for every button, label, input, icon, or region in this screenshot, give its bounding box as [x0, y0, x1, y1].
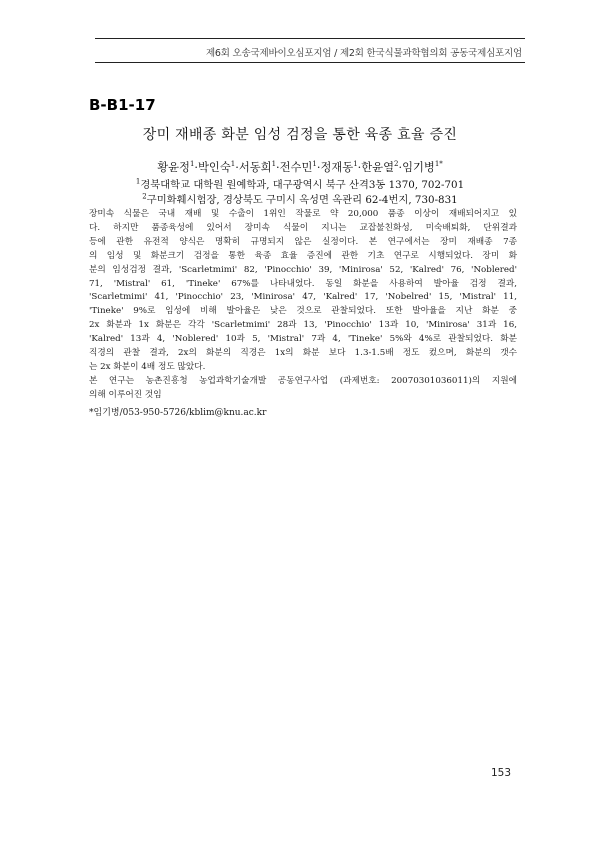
author-name: 한윤열 [361, 161, 395, 174]
acknowledgement-line: 의해 이루어진 것임 [89, 389, 162, 400]
body-line: 2x 화분과 1x 화분은 각각 'Scarletmimi' 28과 13, 'Pinocchio' 13과 10, 'Minirosa' 31과 16, [89, 320, 517, 331]
affil-text: 경북대학교 대학원 원예학과, 대구광역시 북구 산격3동 1370, 702-701 [140, 179, 465, 191]
author-affil-mark: 1* [434, 160, 443, 169]
author-name: 서동희 [238, 161, 272, 174]
body-line: 71, 'Mistral' 61, 'Tineke' 67%를 나타내었다. 동일 화분을 사용하여 발아율 검정 결과, [89, 278, 517, 289]
body-line: 다. 하지만 품종육성에 있어서 장미속 식물이 지니는 교잡불친화성, 미숙배퇴화, 단위결과 [89, 222, 517, 233]
author-name: 황윤정 [157, 161, 190, 174]
affil-text: 구미화훼시험장, 경상북도 구미시 옥성면 옥관리 62-4번지, 730-831 [146, 194, 458, 206]
header-top-rule [95, 38, 525, 39]
abstract-body [89, 208, 517, 403]
author-affil-mark: 1 [230, 160, 236, 169]
author-name: 정재동 [320, 161, 354, 174]
header-bottom-rule [95, 62, 525, 63]
body-line: 장미속 식물은 국내 재배 및 수출이 1위인 작물로 약 20,000 품종 이상이 재배되어지고 있 [89, 209, 517, 219]
page-number: 153 [490, 767, 511, 779]
body-line: 의 임성 및 화분크기 검정을 통한 육종 효율 증진에 관한 기초 연구로 시행되었다. 장미 화 [89, 250, 517, 261]
author-affil-mark: 1 [353, 160, 358, 169]
body-line: 는 2x 화분이 4배 정도 많았다. [89, 361, 206, 372]
affiliation-1 [0, 176, 600, 191]
author-list: 황윤정$^1$·박인숙$^1$·서동희$^1$·전수민$^1$·정재동$^1$·한윤열$^2$·임기병$^{1*}$ [157, 160, 443, 174]
body-line: 분의 임성검정 결과, 'Scarletmimi' 82, 'Pinocchio' 39, 'Minirosa' 52, 'Kalred' 76, 'Noblered' [89, 264, 517, 275]
acknowledgement-line: 본 연구는 농촌진흥청 농업과학기술개발 공동연구사업 (과제번호: 20070301036011)의 지원에 [89, 375, 517, 386]
affiliation-2 [0, 191, 600, 206]
author-name: 임기병 [402, 161, 435, 174]
abstract-title: 장미 재배종 화분 임성 검정을 통한 육종 효율 증진 [142, 127, 458, 143]
author-affil-mark: 1 [189, 160, 195, 169]
body-line: 'Kalred' 13과 4, 'Noblered' 10과 5, 'Mistral' 7과 4, 'Tineke' 5%와 4%로 관찰되었다. 화분 [89, 334, 517, 345]
affil-mark: 2 [142, 192, 147, 201]
abstract-id: B-B1-17 [89, 96, 156, 114]
body-line: 등에 관한 유전적 양식은 명확히 규명되지 않은 실정이다. 본 연구에서는 장미 재배종 7종 [89, 236, 517, 247]
affil-mark: 1 [135, 177, 141, 186]
body-line: 'Tineke' 9%로 임성에 비해 발아율은 낮은 것으로 관찰되었다. 또한 발아율을 지난 화분 중 [89, 306, 517, 317]
corresponding-email: *임기병/053-950-5726/kblim@knu.ac.kr [89, 408, 267, 418]
body-line: 직경의 관찰 결과, 2x의 화분의 직경은 1x의 화분 보다 1.3-1.5배 정도 컸으며, 화분의 갯수 [89, 348, 517, 359]
running-header: 제6회 오송국제바이오심포지엄 / 제2회 한국식물과학협의회 공동국제심포지엄 [205, 48, 522, 59]
author-name: 박인숙 [198, 161, 231, 174]
body-line: 'Scarletmimi' 41, 'Pinocchio' 23, 'Minirosa' 47, 'Kalred' 17, 'Nobelred' 15, 'Mistral' 11, [89, 292, 517, 303]
author-affil-mark: 1 [312, 160, 317, 169]
author-affil-mark: 1 [271, 160, 277, 169]
author-name: 전수민 [279, 161, 313, 174]
author-affil-mark: 2 [394, 160, 399, 169]
